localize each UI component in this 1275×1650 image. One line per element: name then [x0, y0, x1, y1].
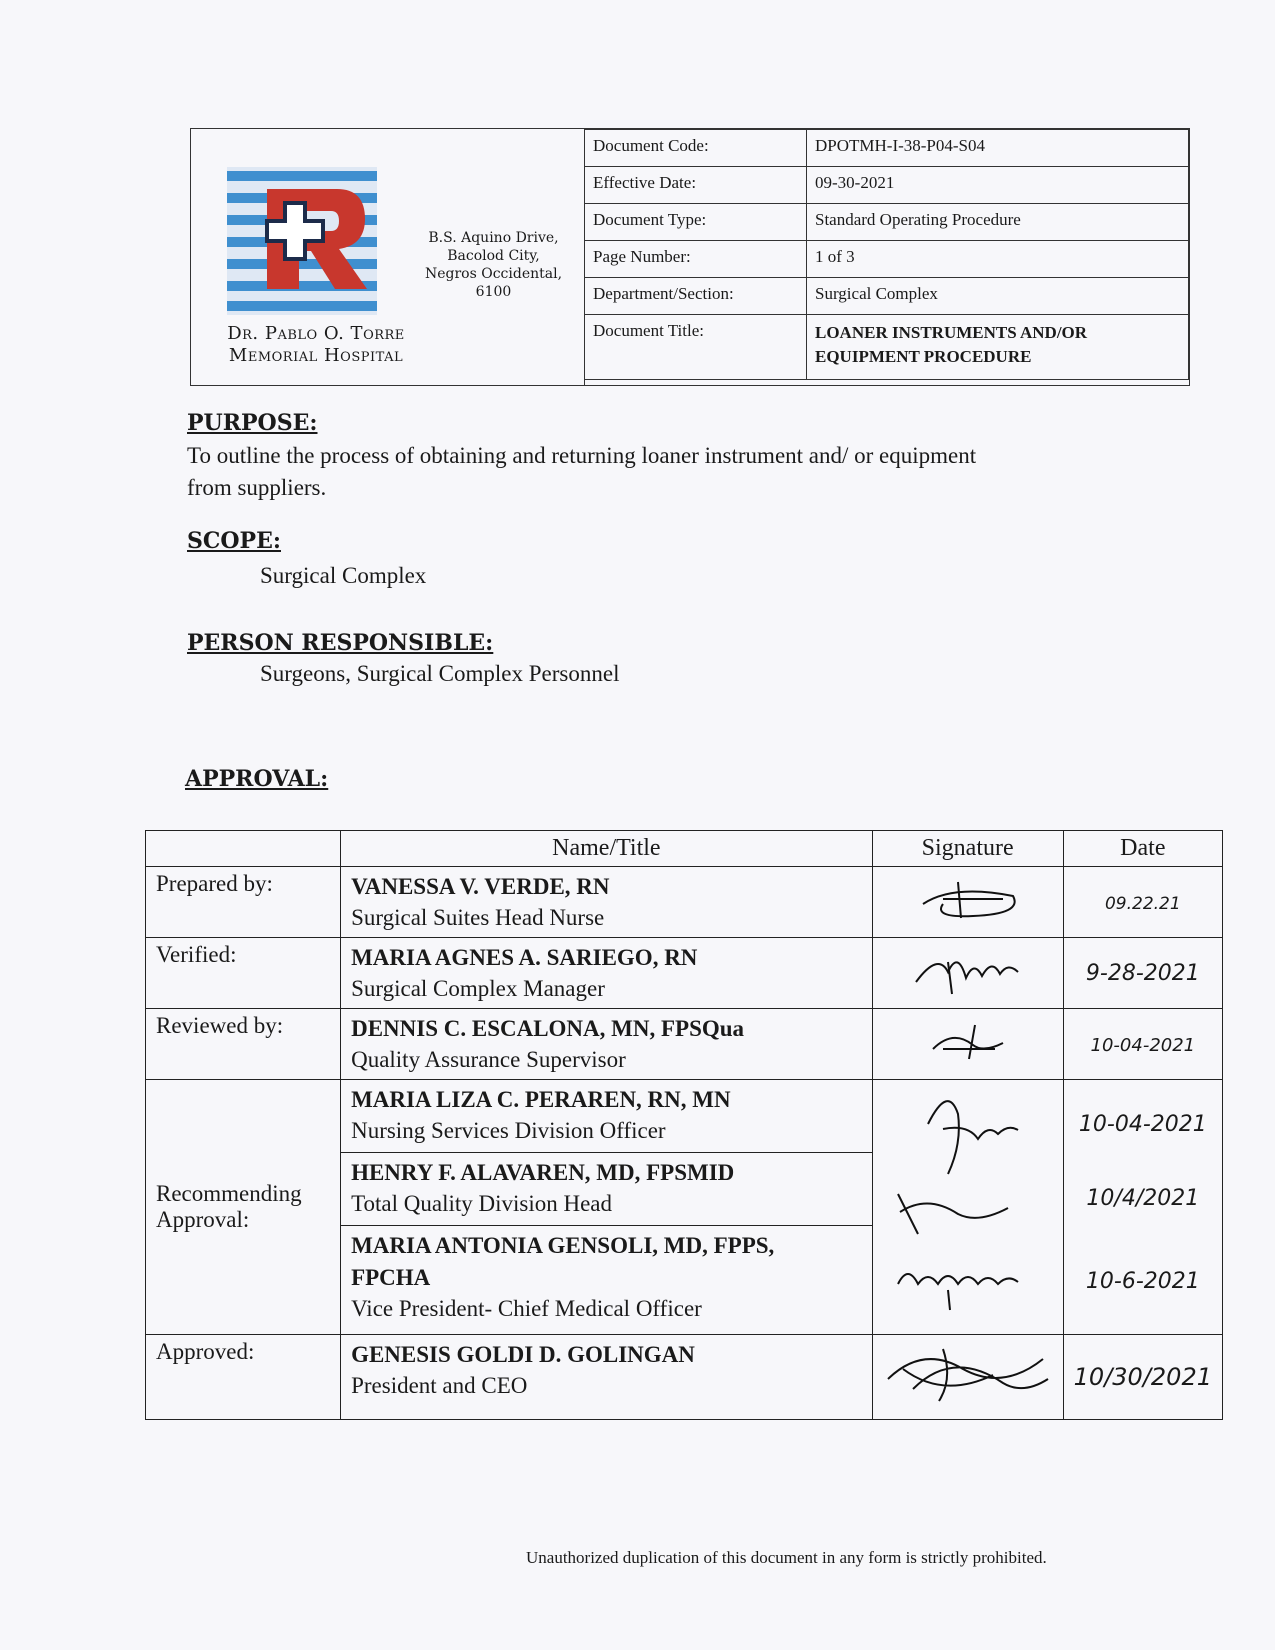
purpose-body: [187, 440, 1187, 504]
approval-date: 10-6-2021: [1085, 1269, 1200, 1294]
approver-name: HENRY F. ALAVAREN, MD, FPSMID: [351, 1160, 735, 1185]
date-column-header: Date: [1063, 831, 1222, 867]
approver-name: DENNIS C. ESCALONA, MN, FPSQua: [351, 1016, 745, 1041]
hospital-address: [411, 229, 576, 301]
approval-name-title: [341, 1335, 873, 1420]
approver-name: MARIA ANTONIA GENSOLI, MD, FPPS,: [351, 1233, 775, 1258]
approver-title: Vice President- Chief Medical Officer: [351, 1296, 702, 1321]
footer-notice: Unauthorized duplication of this document in any form is strictly prohibited.: [526, 1548, 1047, 1567]
approver-subrow: [341, 1152, 872, 1219]
purpose-heading: PURPOSE:: [187, 410, 318, 436]
approval-name-title: [341, 1009, 873, 1080]
hospital-name-line1: Dr. Pablo O. Torre: [227, 323, 405, 344]
meta-value: 1 of 3: [807, 241, 1189, 278]
approver-name: MARIA AGNES A. SARIEGO, RN: [351, 945, 698, 970]
approver-title: President and CEO: [351, 1373, 528, 1398]
approval-row: [146, 1009, 1223, 1080]
approval-date: 9-28-2021: [1085, 961, 1200, 986]
document-title-line1: LOANER INSTRUMENTS AND/OR: [815, 323, 1088, 342]
document-title-value: [807, 315, 1189, 380]
meta-label: Page Number:: [585, 241, 807, 278]
signature-column-header: Signature: [872, 831, 1063, 867]
purpose-section: [187, 410, 1187, 504]
meta-row: [585, 167, 1189, 204]
hospital-logo-icon: [227, 167, 387, 317]
document-meta-table: [584, 129, 1189, 380]
meta-value: Surgical Complex: [807, 278, 1189, 315]
approver-title: Total Quality Division Head: [351, 1191, 613, 1216]
approver-title: Nursing Services Division Officer: [351, 1118, 666, 1143]
signature-icon: [923, 1019, 1013, 1063]
date-cell: [1063, 1335, 1222, 1420]
document-title-line2: EQUIPMENT PROCEDURE: [815, 347, 1032, 366]
approval-name-title: [341, 867, 873, 938]
hospital-name: [201, 323, 431, 367]
approval-row: [146, 938, 1223, 1009]
approval-table: [145, 830, 1223, 1420]
approver-title: Quality Assurance Supervisor: [351, 1047, 626, 1072]
purpose-line2: from suppliers.: [187, 475, 327, 500]
meta-value: DPOTMH-I-38-P04-S04: [807, 130, 1189, 167]
person-responsible-section: [187, 630, 619, 690]
signature-icon: [888, 1084, 1048, 1324]
approver-name: VANESSA V. VERDE, RN: [351, 874, 610, 899]
approval-section: [185, 766, 328, 792]
signature-icon: [913, 874, 1023, 924]
name-title-column-header: Name/Title: [341, 831, 873, 867]
person-responsible-body: Surgeons, Surgical Complex Personnel: [260, 661, 620, 686]
approval-header-row: [146, 831, 1223, 867]
address-line: Negros Occidental,: [424, 266, 563, 282]
approval-date: 10/30/2021: [1073, 1363, 1212, 1391]
meta-row: [585, 130, 1189, 167]
signature-icon: [908, 942, 1028, 998]
approval-row: [146, 867, 1223, 938]
purpose-line1: To outline the process of obtaining and returning loaner instrument and/ or equipment: [187, 443, 977, 468]
meta-label: Department/Section:: [585, 278, 807, 315]
approval-row: [146, 1080, 1223, 1335]
date-cell: [1063, 1080, 1222, 1335]
approval-date: 10-04-2021: [1078, 1112, 1207, 1137]
meta-label: Document Type:: [585, 204, 807, 241]
signature-cell: [872, 1009, 1063, 1080]
approver-title: Surgical Complex Manager: [351, 976, 605, 1001]
address-line: 6100: [475, 284, 512, 300]
meta-row: [585, 241, 1189, 278]
approver-name-cont: FPCHA: [351, 1265, 431, 1290]
approval-role: [146, 1080, 341, 1335]
person-responsible-heading: PERSON RESPONSIBLE:: [187, 630, 494, 656]
meta-row: [585, 204, 1189, 241]
signature-icon: [883, 1339, 1053, 1409]
signature-cell: [872, 867, 1063, 938]
approval-role: Approved:: [146, 1335, 341, 1420]
approval-role-line2: Approval:: [156, 1207, 250, 1232]
address-line: Bacolod City,: [447, 248, 540, 264]
approver-title: Surgical Suites Head Nurse: [351, 905, 605, 930]
logo-cell: [191, 129, 585, 385]
meta-value: Standard Operating Procedure: [807, 204, 1189, 241]
meta-value: 09-30-2021: [807, 167, 1189, 204]
approval-role-line1: Recommending: [156, 1181, 302, 1206]
address-line: B.S. Aquino Drive,: [428, 230, 559, 246]
meta-row: [585, 315, 1189, 380]
role-column-header: [146, 831, 341, 867]
approval-row: [146, 1335, 1223, 1420]
approval-heading: APPROVAL:: [185, 766, 329, 792]
scope-section: [187, 528, 426, 592]
scope-body: Surgical Complex: [260, 563, 427, 588]
signature-cell: [872, 1335, 1063, 1420]
approval-date: 10/4/2021: [1086, 1186, 1200, 1211]
meta-label: Document Title:: [585, 315, 807, 380]
date-cell: [1063, 938, 1222, 1009]
approval-date: 09.22.21: [1104, 894, 1181, 914]
scope-heading: SCOPE:: [187, 528, 281, 554]
approver-name: MARIA LIZA C. PERAREN, RN, MN: [351, 1087, 731, 1112]
approval-name-title: [341, 1080, 873, 1335]
meta-label: Document Code:: [585, 130, 807, 167]
approval-role: Verified:: [146, 938, 341, 1009]
date-cell: [1063, 1009, 1222, 1080]
signature-cell: [872, 1080, 1063, 1335]
approval-name-title: [341, 938, 873, 1009]
approval-role: Prepared by:: [146, 867, 341, 938]
approval-role: Reviewed by:: [146, 1009, 341, 1080]
meta-label: Effective Date:: [585, 167, 807, 204]
meta-row: [585, 278, 1189, 315]
date-cell: [1063, 867, 1222, 938]
approval-date: 10-04-2021: [1090, 1035, 1196, 1056]
signature-cell: [872, 938, 1063, 1009]
approver-subrow: [341, 1225, 872, 1324]
document-header: [190, 128, 1190, 386]
approver-name: GENESIS GOLDI D. GOLINGAN: [351, 1342, 695, 1367]
hospital-name-line2: Memorial Hospital: [228, 345, 404, 366]
